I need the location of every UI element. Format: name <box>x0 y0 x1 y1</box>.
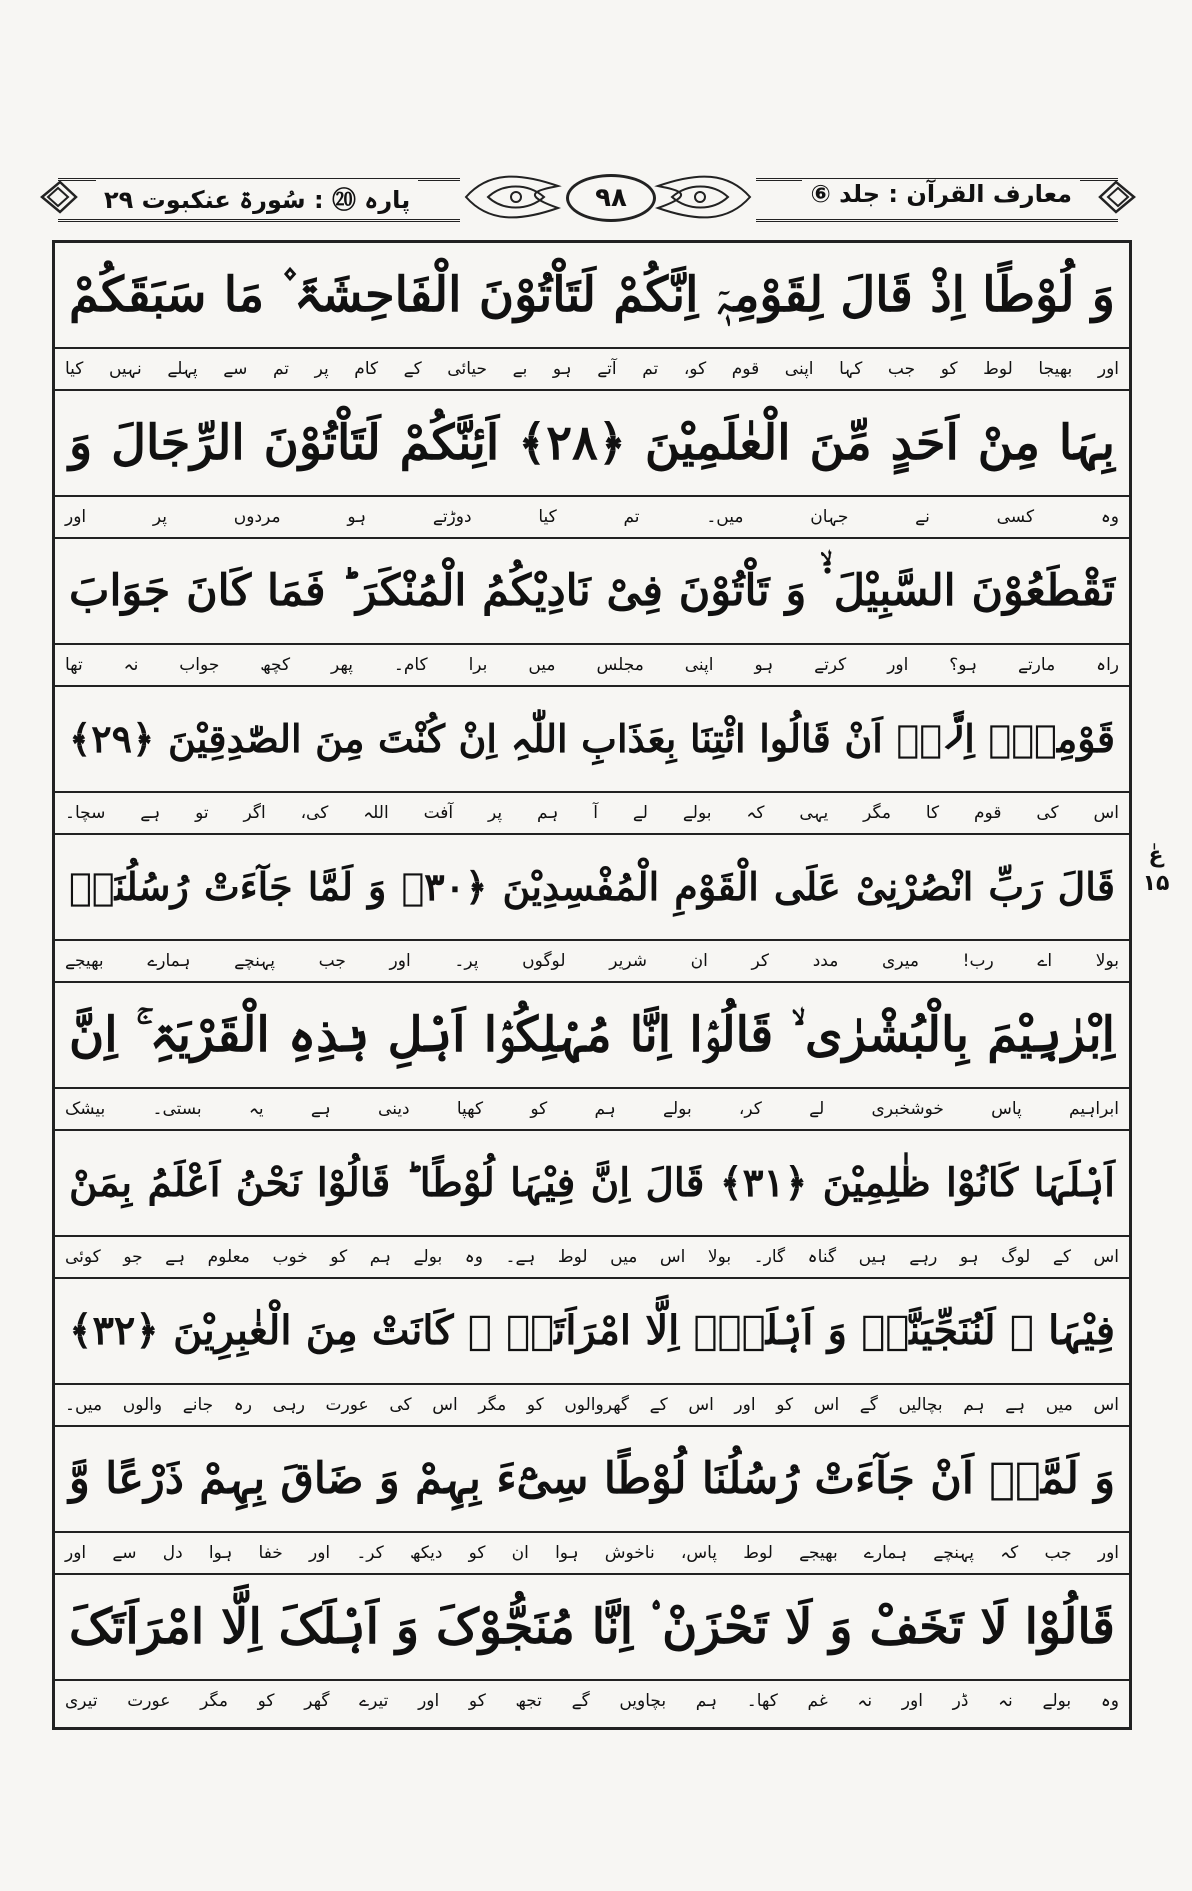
text-line <box>55 1279 1129 1426</box>
urdu-translation: وہ بولے نہ ڈر اور نہ غم کھا۔ ہم بچاویں گے تجھ کو اور تیرے گھر کو مگر عورت تیری <box>65 1691 1119 1711</box>
ruku-marker <box>1136 842 1176 898</box>
arabic-verse: قَالَ رَبِّ انْصُرْنِیْ عَلَی الْقَوْمِ الْمُفْسِدِیْنَ ﴿۳۰﴾ وَ لَمَّا جَآءَتْ رُسُلُنَاۤ <box>55 835 1129 941</box>
arabic-verse: اِبْرٰہِیْمَ بِالْبُشْرٰی ۙ قَالُوْۤا اِنَّا مُہْلِکُوْۤا اَہْلِ ہٰذِہِ الْقَرْیَۃِ ۚ اِنَّ <box>55 983 1129 1089</box>
text-line <box>55 243 1129 390</box>
page-number-ornament <box>458 168 758 226</box>
ornament-right-icon <box>1098 176 1138 218</box>
text-line <box>55 687 1129 834</box>
arabic-verse: وَ لُوْطًا اِذْ قَالَ لِقَوْمِہٖۤ اِنَّکُمْ لَتَاْتُوْنَ الْفَاحِشَۃَ ۫ مَا سَبَقَکُمْ <box>55 243 1129 349</box>
text-frame <box>52 240 1132 1730</box>
urdu-translation: اس کی قوم کا مگر یہی کہ بولے لے آ ہم پر آفت اللہ کی، اگر تو ہے سچا۔ <box>55 793 1129 835</box>
ornament-left-icon <box>38 176 78 218</box>
text-line <box>55 835 1129 982</box>
page-header <box>38 168 1138 226</box>
arabic-verse: قَوْمِہٖۤ اِلَّاۤ اَنْ قَالُوا ائْتِنَا بِعَذَابِ اللّٰہِ اِنْ کُنْتَ مِنَ الصّٰدِقِیْنَ ﴿۲۹﴾ <box>55 687 1129 793</box>
ruku-count: ۱۵ <box>1142 871 1170 896</box>
urdu-translation: اور بھیجا لوط کو جب کہا اپنی قوم کو، تم آتے ہو بے حیائی کے کام پر تم سے پہلے نہیں کیا <box>55 349 1129 391</box>
text-line <box>55 391 1129 538</box>
arabic-verse: فِیْہَا ٝ لَنُنَجِّیَنَّہٗ وَ اَہْلَہٗۤ اِلَّا امْرَاَتَہٗ ٝ کَانَتْ مِنَ الْغٰبِرِیْنَ ﴿۳۲﴾ <box>55 1279 1129 1385</box>
text-line <box>55 1575 1129 1722</box>
arabic-verse: قَالُوْا لَا تَخَفْ وَ لَا تَحْزَنْ ۟ اِنَّا مُنَجُّوْکَ وَ اَہْلَکَ اِلَّا امْرَاَتَکَ <box>55 1575 1129 1681</box>
urdu-translation: اور جب کہ پہنچے ہمارے بھیجے لوط پاس، ناخوش ہوا ان کو دیکھ کر۔ اور خفا ہوا دل سے اور <box>55 1533 1129 1575</box>
arabic-verse: وَ لَمَّاۤ اَنْ جَآءَتْ رُسُلُنَا لُوْطًا سِیْٓءَ بِہِمْ وَ ضَاقَ بِہِمْ ذَرْعًا وَّ <box>55 1427 1129 1533</box>
arabic-verse: بِہَا مِنْ اَحَدٍ مِّنَ الْعٰلَمِیْنَ ﴿۲۸﴾ اَئِنَّکُمْ لَتَاْتُوْنَ الرِّجَالَ وَ <box>55 391 1129 497</box>
text-line <box>55 1427 1129 1574</box>
text-line <box>55 983 1129 1130</box>
arabic-verse: اَہْلَہَا کَانُوْا ظٰلِمِیْنَ ﴿۳۱﴾ قَالَ اِنَّ فِیْہَا لُوْطًا ؕ قَالُوْا نَحْنُ اَعْلَمُ بِمَنْ <box>55 1131 1129 1237</box>
page-number: ۹۸ <box>566 174 656 222</box>
ruku-symbol: عٰ <box>1148 843 1164 868</box>
urdu-translation: بولا اے رب! میری مدد کر ان شریر لوگوں پر۔ اور جب پہنچے ہمارے بھیجے <box>55 941 1129 983</box>
surah-info: پارہ ⑳ : سُورۃ عنکبوت ۲۹ <box>96 180 418 215</box>
book-title: معارف القرآن : جلد ⑥ <box>802 180 1080 208</box>
urdu-translation: اس کے لوگ ہو رہے ہیں گناہ گار۔ بولا اس میں لوط ہے۔ وہ بولے ہم کو خوب معلوم ہے جو کوئی <box>55 1237 1129 1279</box>
text-line <box>55 539 1129 686</box>
arabic-verse: تَقْطَعُوْنَ السَّبِیْلَ ۬ۙ وَ تَاْتُوْنَ فِیْ نَادِیْکُمُ الْمُنْکَرَ ؕ فَمَا کَانَ جَوَابَ <box>55 539 1129 645</box>
text-line <box>55 1131 1129 1278</box>
urdu-translation: راہ مارتے ہو؟ اور کرتے ہو اپنی مجلس میں برا کام۔ پھر کچھ جواب نہ تھا <box>55 645 1129 687</box>
urdu-translation: ابراہیم پاس خوشخبری لے کر، بولے ہم کو کھپا دینی ہے یہ بستی۔ بیشک <box>55 1089 1129 1131</box>
urdu-translation: وہ کسی نے جہان میں۔ تم کیا دوڑتے ہو مردوں پر اور <box>55 497 1129 539</box>
urdu-translation: اس میں ہے ہم بچالیں گے اس کو اور اس کے گھروالوں کو مگر اس کی عورت رہی رہ جانے والوں میں۔ <box>55 1385 1129 1427</box>
